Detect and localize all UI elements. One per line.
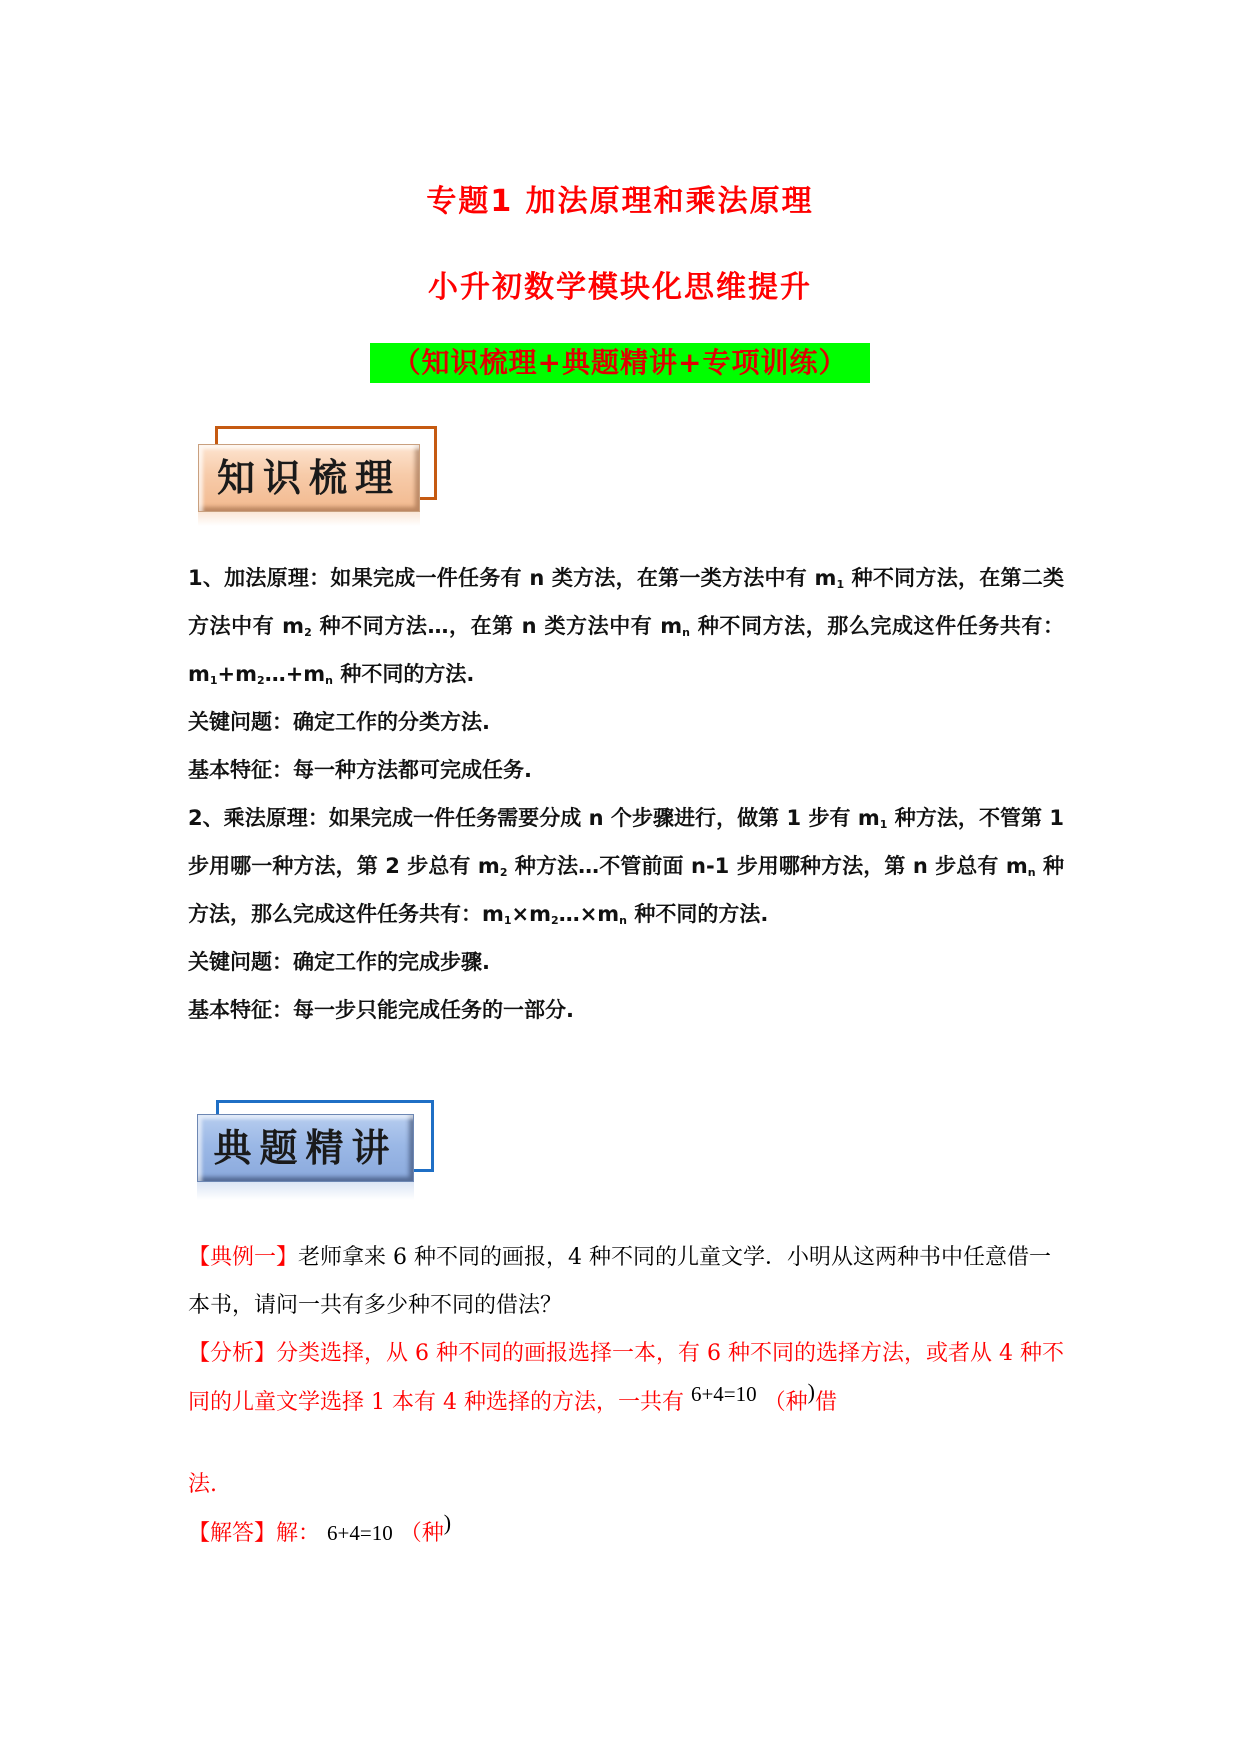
- text: 种方法，那么完成这件任务共有：m: [188, 854, 1064, 926]
- answer-unit: （种: [399, 1521, 444, 1546]
- subscript: n: [682, 626, 690, 639]
- text: …+m: [264, 662, 326, 686]
- subscript: 1: [209, 674, 218, 687]
- multiplication-principle: [188, 794, 1064, 938]
- analysis-text-cont: 借: [815, 1390, 838, 1415]
- analysis-text: 分类选择，从 6 种不同的画报选择一本，有 6 种不同的选择方法，或者从 4 种不同的儿童文学选择 1 本有 4 种选择的方法，一共有: [188, 1341, 1064, 1415]
- text: +m: [217, 662, 258, 686]
- document-subtitle: 小升初数学模块化思维提升: [428, 270, 812, 305]
- subscript: 1: [503, 914, 512, 927]
- section-banner-knowledge: [198, 426, 438, 526]
- knowledge-section: [188, 554, 1064, 1034]
- subscript: n: [1027, 866, 1036, 879]
- tagline: （知识梳理+典题精讲+专项训练）: [392, 346, 848, 379]
- subscript: n: [325, 674, 334, 687]
- example-analysis: [188, 1330, 1064, 1427]
- analysis-end: 法.: [188, 1472, 217, 1497]
- text: 种不同方法，那么完成这件任务共有：m: [188, 614, 1064, 686]
- subscript: 1: [836, 578, 845, 591]
- subscript: 2: [257, 674, 265, 687]
- text: 种方法…不管前面 n-1 步用哪种方法，第 n 步总有 m: [507, 854, 1028, 878]
- text: 种不同的方法.: [333, 662, 475, 686]
- banner-reflection: [198, 512, 420, 526]
- example-answer: [188, 1509, 1064, 1558]
- question-text: 老师拿来 6 种不同的画报，4 种不同的儿童文学．小明从这两种书中任意借一本书，请问一共有多少种不同的借法？: [188, 1245, 1051, 1318]
- banner-plate: 典题精讲: [197, 1114, 414, 1182]
- answer-label: 【解答】: [188, 1521, 277, 1546]
- analysis-unit-close: ): [807, 1379, 815, 1404]
- banner-reflection: [197, 1182, 414, 1200]
- text: ×m: [511, 902, 552, 926]
- analysis-unit: （种: [763, 1390, 808, 1415]
- banner-frame-edge: [412, 1169, 434, 1172]
- analysis-label: 【分析】: [188, 1341, 277, 1366]
- answer-unit-close: ): [443, 1510, 452, 1535]
- multiplication-feature: 基本特征：每一步只能完成任务的一部分.: [188, 998, 574, 1022]
- banner-plate: 知识梳理: [198, 444, 420, 512]
- answer-equation: 6+4=10: [327, 1521, 393, 1545]
- section-banner-examples: [197, 1100, 437, 1200]
- text: 种不同方法…，在第 n 类方法中有 m: [311, 614, 683, 638]
- subscript: 2: [499, 866, 508, 879]
- text: 2、乘法原理：如果完成一件任务需要分成 n 个步骤进行，做第 1 步有 m: [188, 806, 880, 830]
- subscript: 2: [551, 914, 559, 927]
- text: 种不同方法，在第二类方法中有 m: [188, 566, 1065, 638]
- example-label: 【典例一】: [188, 1245, 299, 1270]
- addition-feature: 基本特征：每一种方法都可完成任务.: [188, 758, 532, 782]
- multiplication-key-question: 关键问题：确定工作的完成步骤.: [188, 950, 490, 974]
- subscript: 1: [879, 818, 888, 831]
- answer-prefix: 解：: [276, 1521, 321, 1546]
- text: 种方法，不管第 1 步用哪一种方法，第 2 步总有 m: [188, 806, 1065, 878]
- text: …×m: [558, 902, 620, 926]
- analysis-equation: 6+4=10: [690, 1382, 757, 1406]
- text: 种不同的方法.: [627, 902, 769, 926]
- example-question: [188, 1234, 1064, 1330]
- tagline-highlight: [370, 343, 870, 383]
- example-1: [188, 1234, 1064, 1558]
- text: 1、加法原理：如果完成一件任务有 n 类方法，在第一类方法中有 m: [188, 566, 837, 590]
- addition-key-question: 关键问题：确定工作的分类方法.: [188, 710, 490, 734]
- document-title: 专题1 加法原理和乘法原理: [426, 184, 814, 219]
- addition-principle: [188, 554, 1064, 698]
- subscript: n: [619, 914, 628, 927]
- subscript: 2: [304, 626, 312, 639]
